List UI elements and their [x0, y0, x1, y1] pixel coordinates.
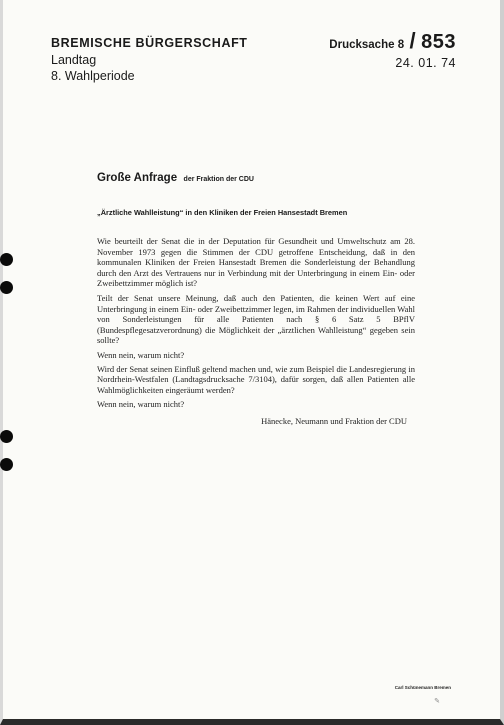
legislative-period: 8. Wahlperiode — [51, 69, 135, 83]
document-date: 24. 01. 74 — [395, 56, 456, 70]
pencil-mark-icon: ✎ — [434, 698, 440, 705]
punch-hole — [0, 253, 13, 266]
print-number: 853 — [421, 31, 456, 53]
chamber-name: Landtag — [51, 53, 97, 67]
punch-hole — [0, 430, 13, 443]
body-paragraph: Teilt der Senat unsere Meinung, daß auch den Patienten, die keinen Wert auf eine Unterbringung in einem Ein- oder Zweibettzimmer legen, im Rahmen der individuellen Wahl von Sonderleistungen für alle Patienten nach § 6 Satz 5 BPflV (Bundespflegesatzverordnung) die Möglichkeit der „ärztlichen Wahlleistung“ gegeben sein sollte? — [97, 292, 415, 346]
print-label: Drucksache 8 — [329, 39, 405, 51]
punch-hole — [0, 458, 13, 471]
body-paragraph: Wird der Senat seinen Einfluß geltend machen und, wie zum Beispiel die Landesregierung in Nordrhein-Westfalen (Landtagsdrucksache 7/3104), dafür sorgen, daß allen Patienten alle Wahlmöglichkeiten eingeräumt werden? — [97, 363, 415, 395]
document-subject: „Ärztliche Wahlleistung“ in den Kliniken der Freien Hansestadt Bremen — [97, 208, 348, 217]
print-reference — [329, 28, 456, 54]
body-question: Wenn nein, warum nicht? — [97, 399, 185, 410]
document-body — [97, 236, 415, 413]
printer-imprint: Carl Schünemann Bremen — [394, 685, 451, 690]
title-main: Große Anfrage — [97, 172, 178, 184]
signers: Hänecke, Neumann und Fraktion der CDU — [261, 416, 407, 426]
body-question: Wenn nein, warum nicht? — [97, 349, 185, 360]
punch-hole — [0, 281, 13, 294]
header-right — [329, 28, 456, 70]
organization-name: BREMISCHE BÜRGERSCHAFT — [51, 36, 248, 50]
body-paragraph: Wie beurteilt der Senat die in der Deputation für Gesundheit und Umweltschutz am 28. November 1973 gegen die Stimmen der CDU getroffene Entscheidung, daß in den kommunalen Kliniken der Freien Hansestadt Bremen die Sonderleistung der Behandlung durch den Arzt des Vertrauens nur in Verbindung mit der Unterbringung in einem Ein- oder Zweibettzimmer möglich ist? — [97, 236, 415, 289]
title-sub: der Fraktion der CDU — [183, 176, 254, 183]
print-slash: / — [409, 28, 416, 53]
document-title — [97, 168, 254, 186]
header-left — [51, 35, 248, 84]
